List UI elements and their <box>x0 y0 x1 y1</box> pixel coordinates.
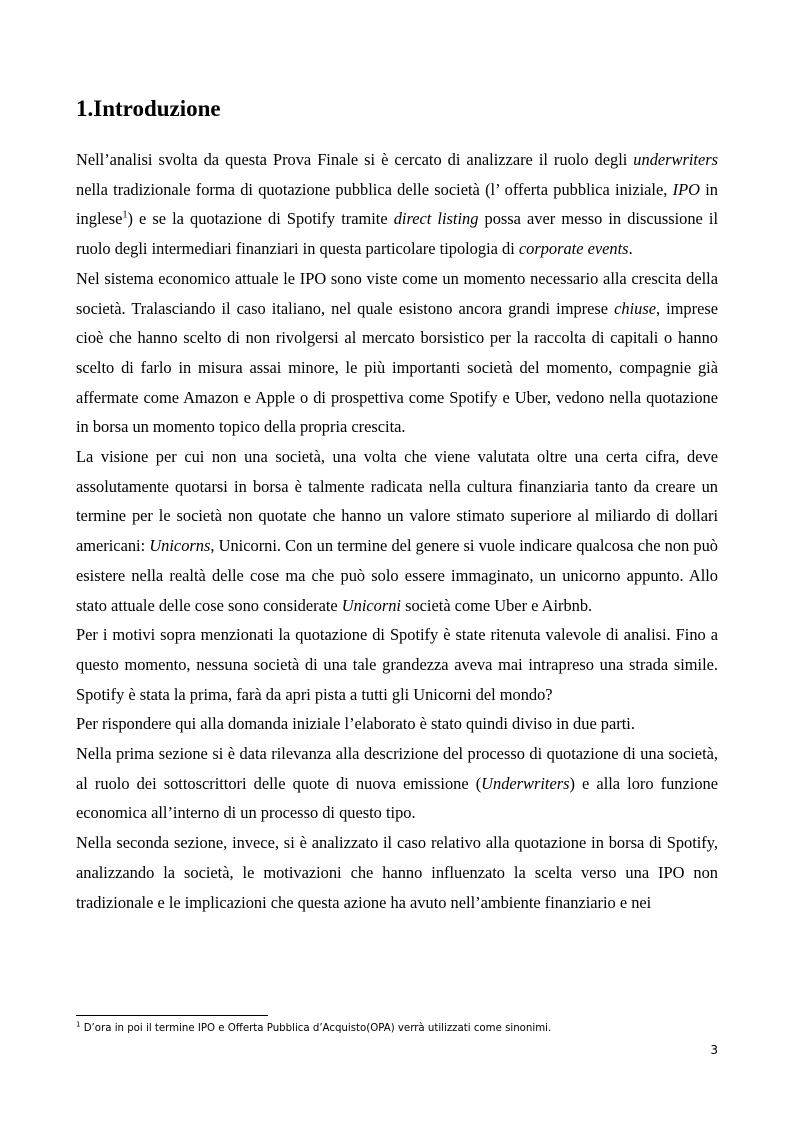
paragraph-1-text-1: Nell’analisi svolta da questa Prova Finale si è cercato di analizzare il ruolo degli <box>76 150 634 169</box>
page-number: 3 <box>710 1043 718 1057</box>
paragraph-4 <box>76 620 718 709</box>
paragraph-5 <box>76 709 718 739</box>
paragraph-1-text-5: possa aver messo in discussione il ruolo degli intermediari finanziari in questa particolare tipologia di <box>76 209 718 259</box>
paragraph-7-text-1: Nella seconda sezione, invece, si è analizzato il caso relativo alla quotazione in borsa di Spotify, analizzando la società, le motivazioni che hanno influenzato la scelta verso una IPO non tradizionale e le implicazioni che questa azione ha avuto nell’ambiente finanziario e nei <box>76 833 718 912</box>
paragraph-6-text-2: ) e alla loro funzione economica all’interno di un processo di questo tipo. <box>76 773 718 823</box>
paragraph-1-text-2: nella tradizionale forma di quotazione pubblica delle società (l’ offerta pubblica iniziale, <box>76 179 673 199</box>
paragraph-1-term-corporate-events: corporate events <box>518 239 629 259</box>
paragraph-6-text-1: Nella prima sezione si è data rilevanza alla descrizione del processo di quotazione di una società, al ruolo dei sottoscrittori delle quote di nuova emissione ( <box>76 744 718 793</box>
paragraph-7 <box>76 828 718 917</box>
paragraph-2 <box>76 264 718 442</box>
paragraph-1-text-6: . <box>628 239 633 259</box>
paragraph-1-text-3: in inglese <box>76 179 718 229</box>
paragraph-5-text-1: Per rispondere qui alla domanda iniziale l’elaborato è stato quindi diviso in due parti. <box>76 714 635 734</box>
paragraph-6-term-underwriters: Underwriters <box>481 773 570 793</box>
footnote <box>76 1022 718 1036</box>
paragraph-3-text-2: , Unicorni. Con un termine del genere si vuole indicare qualcosa che non può esistere nella realtà delle cose ma che può solo essere immaginato, un unicorno appunto. Allo stato attuale delle cose sono considerate <box>76 536 718 615</box>
footnote-text: D’ora in poi il termine IPO e Offerta Pubblica d’Acquisto(OPA) verrà utilizzati come sinonimi. <box>80 1023 552 1034</box>
paragraph-1-text-4: ) e se la quotazione di Spotify tramite <box>127 209 394 229</box>
paragraph-4-text-1: Per i motivi sopra menzionati la quotazione di Spotify è state ritenuta valevole di analisi. Fino a questo momento, nessuna società di una tale grandezza aveva mai intrapreso una strada simile. Spotify è stata la prima, farà da apri pista a tutti gli Unicorni del mondo? <box>76 625 718 704</box>
paragraph-1-term-direct-listing: direct listing <box>393 209 479 229</box>
body-text <box>76 145 718 917</box>
paragraph-3-text-3: società come Uber e Airbnb. <box>400 595 593 615</box>
paragraph-1-term-ipo: IPO <box>672 179 700 199</box>
paragraph-1-term-underwriters: underwriters <box>633 150 718 169</box>
section-heading: 1.Introduzione <box>76 96 221 121</box>
paragraph-3-term-unicorns: Unicorns <box>149 536 211 556</box>
footnote-reference[interactable]: 1 <box>122 209 128 221</box>
paragraph-6 <box>76 739 718 828</box>
paragraph-1 <box>76 145 718 264</box>
footnote-separator <box>76 1015 268 1016</box>
paragraph-2-text-1: Nel sistema economico attuale le IPO sono viste come un momento necessario alla crescita della società. Tralasciando il caso italiano, nel quale esistono ancora grandi imprese <box>76 268 718 318</box>
paragraph-2-term-chiuse: chiuse <box>614 298 656 318</box>
paragraph-3-text-1: La visione per cui non una società, una volta che viene valutata oltre una certa cifra, deve assolutamente quotarsi in borsa è talmente radicata nella cultura finanziaria tanto da creare un termine per le società non quotate che hanno un valore stimato superiore al miliardo di dollari americani: <box>76 447 718 556</box>
paragraph-2-text-2: , imprese cioè che hanno scelto di non rivolgersi al mercato borsistico per la raccolta di capitali o hanno scelto di farlo in misura assai minore, le più importanti società del momento, compagnie già affermate come Amazon e Apple o di prospettiva come Spotify e Uber, vedono nella quotazione in borsa un momento topico della propria crescita. <box>76 298 719 437</box>
footnote-marker: 1 <box>76 1020 81 1029</box>
paragraph-3-term-unicorni: Unicorni <box>341 595 401 615</box>
paragraph-3 <box>76 442 718 620</box>
